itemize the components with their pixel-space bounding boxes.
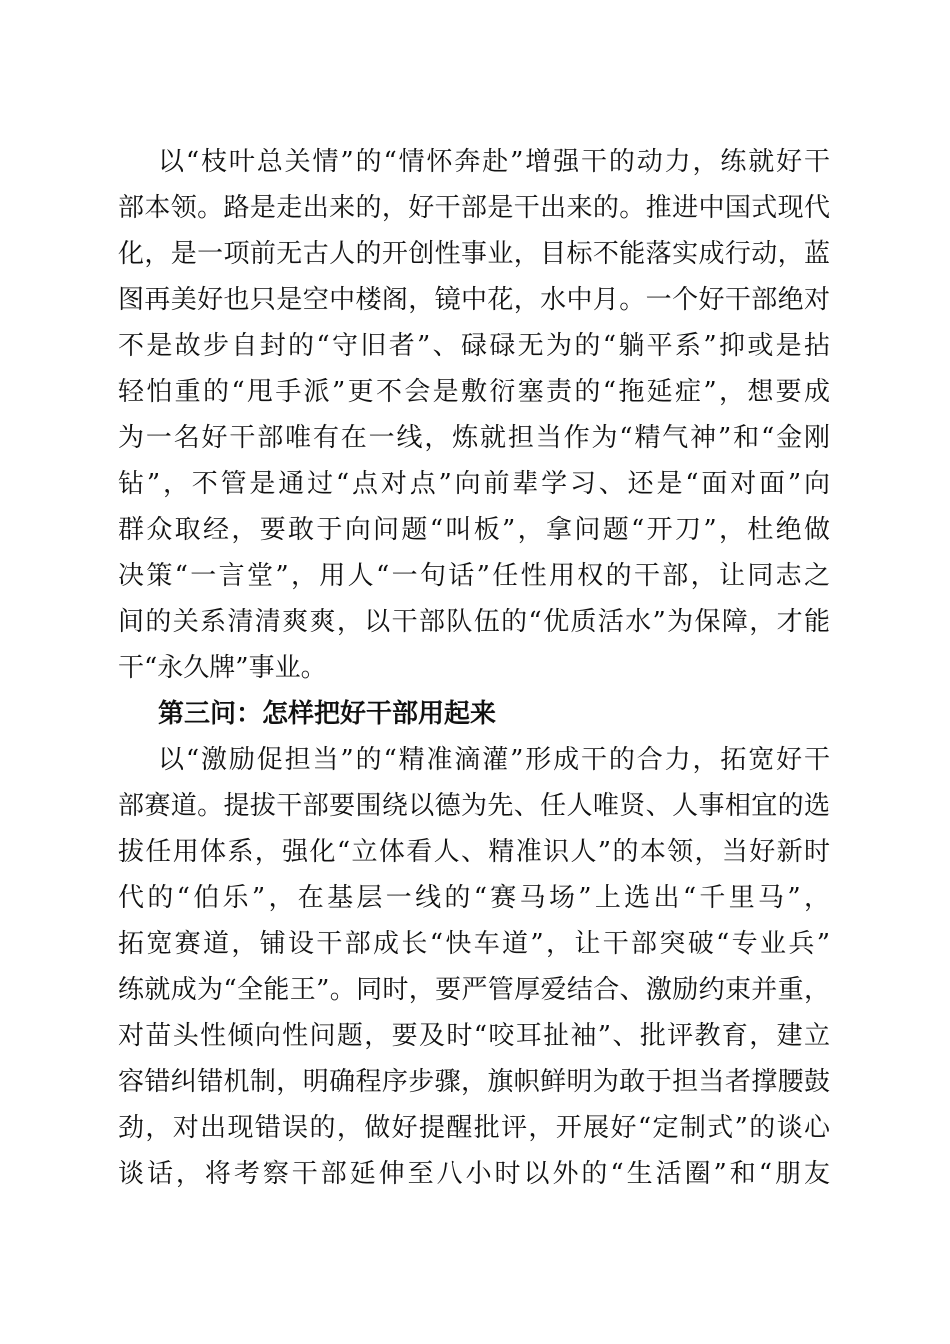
paragraph-line: 群众取经，要敢于向问题“叫板”，拿问题“开刀”，杜绝做 <box>118 515 830 545</box>
paragraph-line: 代的“伯乐”，在基层一线的“赛马场”上选出“千里马”， <box>118 883 830 913</box>
paragraph-line: 干“永久牌”事业。 <box>118 653 327 683</box>
paragraph-line: 以“激励促担当”的“精准滴灌”形成干的合力，拓宽好干 <box>158 745 830 775</box>
paragraph-line: 图再美好也只是空中楼阁，镜中花，水中月。一个好干部绝对 <box>118 285 830 315</box>
section-heading: 第三问：怎样把好干部用起来 <box>158 699 497 729</box>
paragraph-line: 轻怕重的“甩手派”更不会是敷衍塞责的“拖延症”，想要成 <box>118 377 830 407</box>
paragraph-line: 为一名好干部唯有在一线，炼就担当作为“精气神”和“金刚 <box>118 423 830 453</box>
paragraph-line: 容错纠错机制，明确程序步骤，旗帜鲜明为敢于担当者撑腰鼓 <box>118 1067 830 1097</box>
paragraph-line: 钻”，不管是通过“点对点”向前辈学习、还是“面对面”向 <box>118 469 830 499</box>
paragraph-line: 拓宽赛道，铺设干部成长“快车道”，让干部突破“专业兵” <box>118 929 830 959</box>
paragraph-line: 练就成为“全能王”。同时，要严管厚爱结合、激励约束并重， <box>118 975 830 1005</box>
paragraph-line: 对苗头性倾向性问题，要及时“咬耳扯袖”、批评教育，建立 <box>118 1021 830 1051</box>
paragraph-line: 拔任用体系，强化“立体看人、精准识人”的本领，当好新时 <box>118 837 830 867</box>
paragraph-line: 间的关系清清爽爽，以干部队伍的“优质活水”为保障，才能 <box>118 607 830 637</box>
paragraph-line: 部本领。路是走出来的，好干部是干出来的。推进中国式现代 <box>118 193 830 223</box>
paragraph-line: 部赛道。提拔干部要围绕以德为先、任人唯贤、人事相宜的选 <box>118 791 830 821</box>
paragraph-line: 谈话，将考察干部延伸至八小时以外的“生活圈”和“朋友 <box>118 1159 830 1189</box>
paragraph-line: 化，是一项前无古人的开创性事业，目标不能落实成行动，蓝 <box>118 239 830 269</box>
paragraph-line: 决策“一言堂”，用人“一句话”任性用权的干部，让同志之 <box>118 561 830 591</box>
paragraph-line: 劲，对出现错误的，做好提醒批评，开展好“定制式”的谈心 <box>118 1113 830 1143</box>
paragraph-line: 不是故步自封的“守旧者”、碌碌无为的“躺平系”抑或是拈 <box>118 331 830 361</box>
paragraph-line: 以“枝叶总关情”的“情怀奔赴”增强干的动力，练就好干 <box>158 147 830 177</box>
